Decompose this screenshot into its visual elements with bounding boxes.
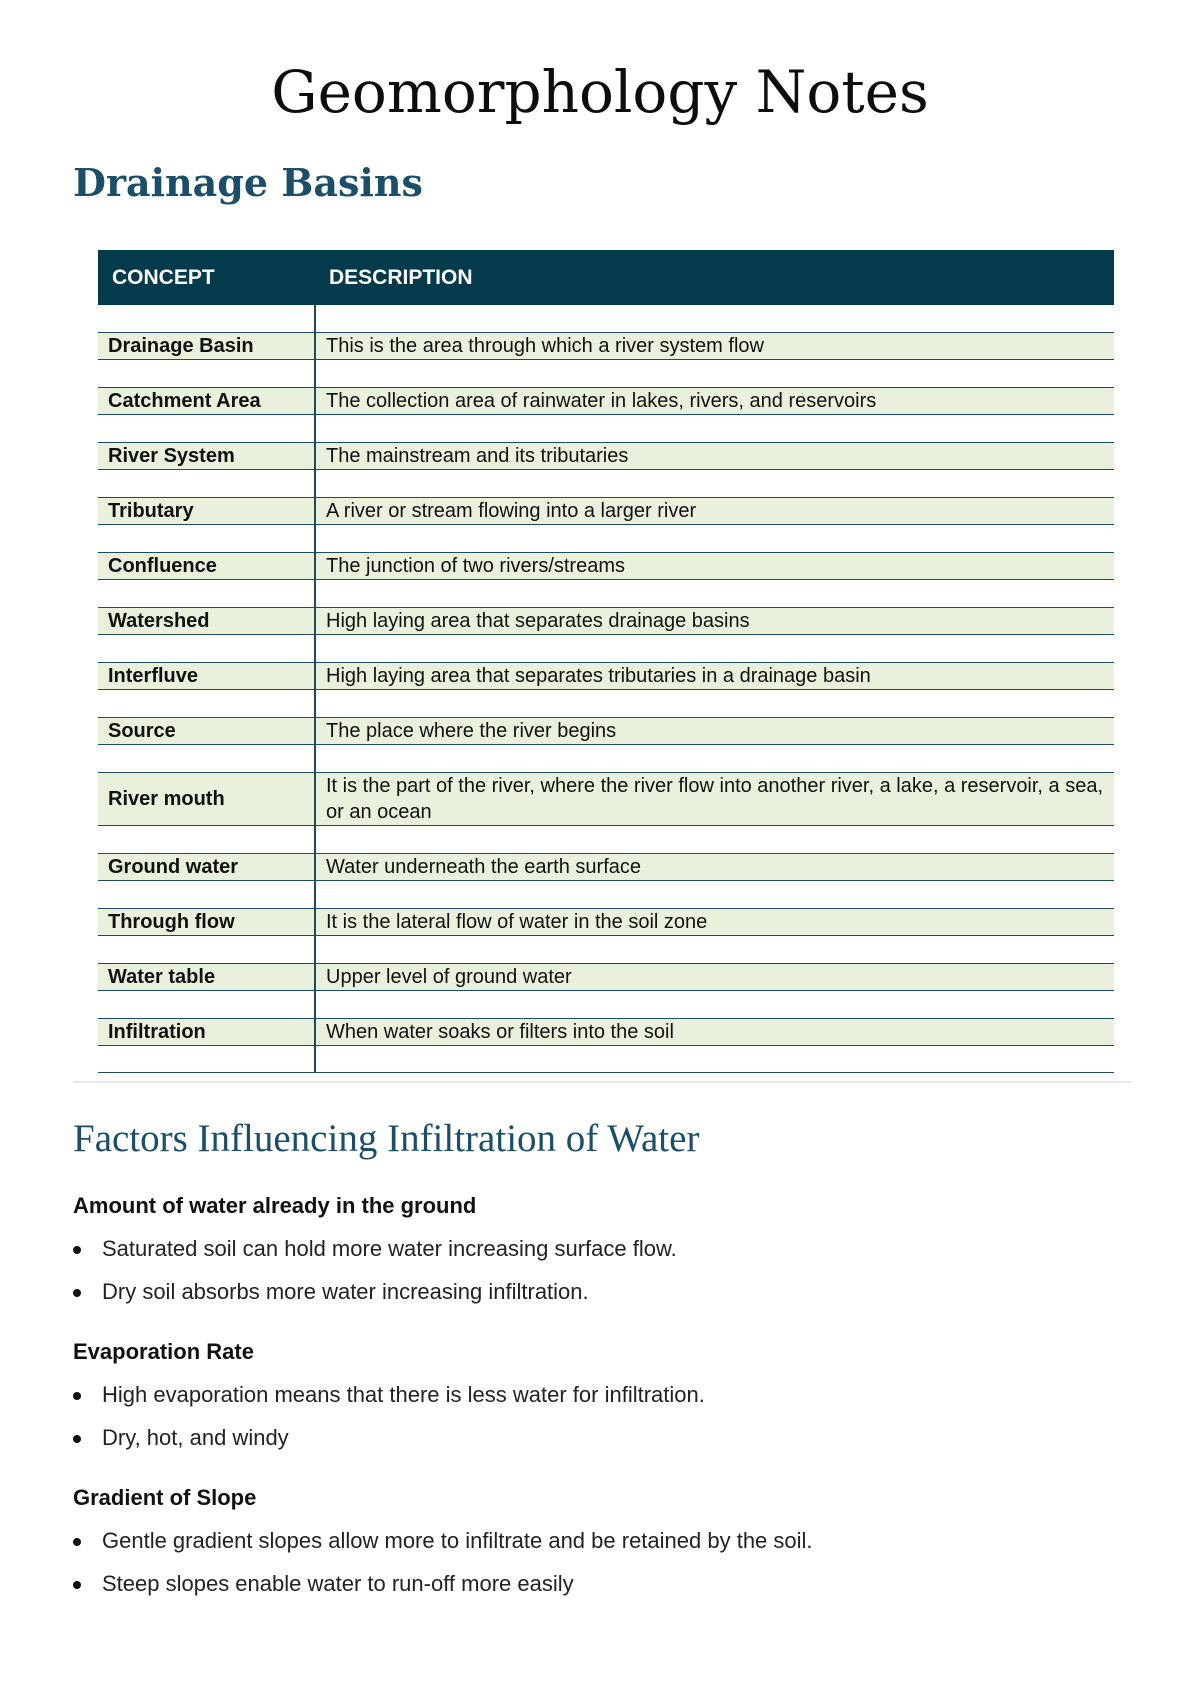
spacer-cell: [98, 936, 315, 964]
concepts-table-container: [98, 250, 1114, 1073]
drainage-basins-heading: Drainage Basins: [73, 160, 423, 205]
description-cell: High laying area that separates drainage basins: [315, 608, 1114, 635]
concept-cell: Ground water: [98, 854, 315, 881]
factor-gradient-of-slope: [73, 1485, 813, 1597]
factor-evaporation-rate: [73, 1339, 705, 1451]
table-row: [98, 388, 1114, 415]
table-row: [98, 498, 1114, 525]
table-spacer-row: [98, 936, 1114, 964]
concept-cell: Catchment Area: [98, 388, 315, 415]
table-row: [98, 854, 1114, 881]
description-cell: The mainstream and its tributaries: [315, 443, 1114, 470]
column-header-description: DESCRIPTION: [315, 250, 1114, 305]
table-row: [98, 909, 1114, 936]
table-row: [98, 718, 1114, 745]
factor-points: [73, 1528, 813, 1597]
spacer-cell: [315, 936, 1114, 964]
description-cell: It is the part of the river, where the river flow into another river, a lake, a reservoir, a sea, or an ocean: [315, 773, 1114, 826]
bullet-icon: [73, 1435, 81, 1443]
spacer-cell: [315, 745, 1114, 773]
description-cell: When water soaks or filters into the soil: [315, 1019, 1114, 1046]
table-end-row: [98, 1046, 1114, 1073]
page-title: Geomorphology Notes: [271, 58, 929, 126]
spacer-cell: [98, 305, 315, 333]
bullet-icon: [73, 1246, 81, 1254]
factor-title: Gradient of Slope: [73, 1485, 257, 1510]
table-row: [98, 608, 1114, 635]
table-row: [98, 1019, 1114, 1046]
list-item: [73, 1425, 705, 1451]
concept-cell: Water table: [98, 964, 315, 991]
spacer-cell: [315, 690, 1114, 718]
factor-title: Evaporation Rate: [73, 1339, 254, 1364]
concepts-table: [98, 250, 1114, 1073]
list-item: [73, 1528, 813, 1554]
concepts-table-body: [98, 305, 1114, 1073]
table-header-row: [98, 250, 1114, 305]
spacer-cell: [98, 881, 315, 909]
list-item-text: Gentle gradient slopes allow more to infiltrate and be retained by the soil.: [102, 1528, 813, 1553]
spacer-cell: [315, 580, 1114, 608]
spacer-cell: [315, 360, 1114, 388]
concept-cell: Through flow: [98, 909, 315, 936]
description-cell: It is the lateral flow of water in the soil zone: [315, 909, 1114, 936]
table-row: [98, 964, 1114, 991]
spacer-cell: [98, 826, 315, 854]
table-spacer-row: [98, 826, 1114, 854]
table-row: [98, 773, 1114, 826]
spacer-cell: [315, 826, 1114, 854]
table-spacer-row: [98, 360, 1114, 388]
table-spacer-row: [98, 470, 1114, 498]
spacer-cell: [315, 991, 1114, 1019]
table-spacer-row: [98, 690, 1114, 718]
section-divider: [73, 1081, 1131, 1083]
table-row: [98, 663, 1114, 690]
spacer-cell: [315, 635, 1114, 663]
spacer-cell: [98, 991, 315, 1019]
description-cell: This is the area through which a river system flow: [315, 333, 1114, 360]
list-item: [73, 1279, 677, 1305]
spacer-cell: [315, 470, 1114, 498]
spacer-cell: [98, 415, 315, 443]
table-spacer-row: [98, 415, 1114, 443]
table-spacer-row: [98, 635, 1114, 663]
bullet-icon: [73, 1538, 81, 1546]
bullet-icon: [73, 1392, 81, 1400]
factor-points: [73, 1382, 705, 1451]
table-spacer-row: [98, 745, 1114, 773]
description-cell: The junction of two rivers/streams: [315, 553, 1114, 580]
bullet-icon: [73, 1289, 81, 1297]
spacer-cell: [315, 305, 1114, 333]
column-header-concept: CONCEPT: [98, 250, 315, 305]
spacer-cell: [98, 525, 315, 553]
spacer-cell: [98, 690, 315, 718]
spacer-cell: [315, 415, 1114, 443]
list-item-text: Steep slopes enable water to run-off more easily: [102, 1571, 574, 1596]
table-spacer-row: [98, 305, 1114, 333]
description-cell: Water underneath the earth surface: [315, 854, 1114, 881]
concept-cell: Drainage Basin: [98, 333, 315, 360]
description-cell: A river or stream flowing into a larger river: [315, 498, 1114, 525]
table-spacer-row: [98, 881, 1114, 909]
factor-ground-water: [73, 1193, 677, 1305]
list-item: [73, 1382, 705, 1408]
description-cell: The collection area of rainwater in lakes, rivers, and reservoirs: [315, 388, 1114, 415]
list-item: [73, 1571, 813, 1597]
description-cell: High laying area that separates tributaries in a drainage basin: [315, 663, 1114, 690]
spacer-cell: [98, 360, 315, 388]
table-row: [98, 443, 1114, 470]
spacer-cell: [98, 745, 315, 773]
list-item-text: Dry, hot, and windy: [102, 1425, 289, 1450]
list-item-text: Dry soil absorbs more water increasing infiltration.: [102, 1279, 589, 1304]
concept-cell: River mouth: [98, 773, 315, 826]
spacer-cell: [98, 635, 315, 663]
concept-cell: Interfluve: [98, 663, 315, 690]
table-row: [98, 553, 1114, 580]
infiltration-factors-heading: Factors Influencing Infiltration of Water: [73, 1117, 700, 1160]
spacer-cell: [315, 525, 1114, 553]
list-item: [73, 1236, 677, 1262]
concept-cell: Confluence: [98, 553, 315, 580]
table-spacer-row: [98, 991, 1114, 1019]
table-row: [98, 333, 1114, 360]
concept-cell: River System: [98, 443, 315, 470]
concept-cell: Tributary: [98, 498, 315, 525]
concept-cell: Source: [98, 718, 315, 745]
table-spacer-row: [98, 525, 1114, 553]
concept-cell: Watershed: [98, 608, 315, 635]
bullet-icon: [73, 1581, 81, 1589]
list-item-text: Saturated soil can hold more water increasing surface flow.: [102, 1236, 677, 1261]
factor-points: [73, 1236, 677, 1305]
spacer-cell: [98, 580, 315, 608]
concept-cell: Infiltration: [98, 1019, 315, 1046]
factor-title: Amount of water already in the ground: [73, 1193, 477, 1218]
table-spacer-row: [98, 580, 1114, 608]
spacer-cell: [315, 881, 1114, 909]
list-item-text: High evaporation means that there is less water for infiltration.: [102, 1382, 705, 1407]
description-cell: The place where the river begins: [315, 718, 1114, 745]
spacer-cell: [98, 470, 315, 498]
description-cell: Upper level of ground water: [315, 964, 1114, 991]
spacer-cell: [315, 1046, 1114, 1073]
spacer-cell: [98, 1046, 315, 1073]
